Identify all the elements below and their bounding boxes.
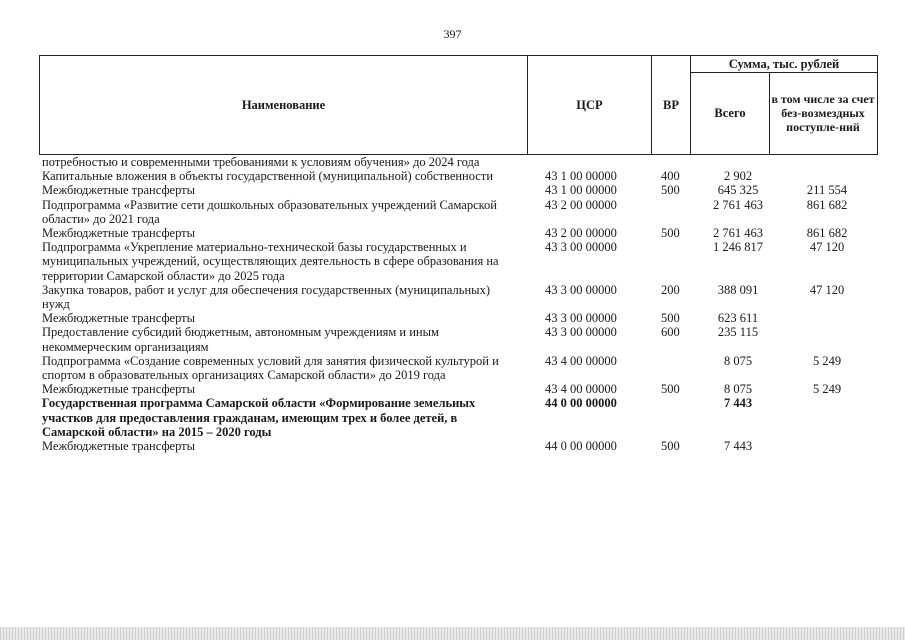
header-sum-total: Всего: [691, 72, 770, 154]
row-total: 7 443: [723, 439, 753, 454]
row-total: 8 075: [723, 382, 753, 397]
row-vr: 500: [661, 311, 680, 326]
row-total: 7 443: [723, 396, 753, 411]
row-free: 5 249: [812, 382, 842, 397]
row-vr: 400: [661, 169, 680, 184]
table-row: [42, 396, 882, 439]
row-name: Капитальные вложения в объекты государственной (муниципальной) собственности: [42, 169, 494, 184]
row-name: Межбюджетные трансферты: [42, 183, 196, 198]
row-name: Подпрограмма «Укрепление материально-технической базы государственных и муниципальных учреждений, осуществляющих деятельность в сфере образования на территории Самарской области» до 2025 года: [42, 240, 499, 283]
row-total: 1 246 817: [713, 240, 763, 255]
header-name: Наименование: [40, 56, 528, 154]
row-name: Предоставление субсидий бюджетным, автономным учреждениям и иным некоммерческим организациям: [42, 325, 439, 354]
table-row: [42, 183, 882, 197]
row-vr: 500: [661, 226, 680, 241]
row-csr: 43 3 00 00000: [545, 282, 617, 297]
row-name: Государственная программа Самарской области «Формирование земельных участков для предоставления гражданам, имеющим трех и более детей, в Самарской области» на 2015 – 2020 годы: [42, 396, 476, 439]
table-row: [42, 354, 882, 382]
row-csr: 44 0 00 00000: [545, 439, 617, 454]
row-name: Межбюджетные трансферты: [42, 311, 196, 326]
table-row: [42, 240, 882, 283]
row-free: 5 249: [812, 353, 842, 368]
row-name: Межбюджетные трансферты: [42, 439, 196, 454]
row-vr: 500: [661, 439, 680, 454]
row-csr: 43 2 00 00000: [545, 226, 617, 241]
table-body: [42, 155, 882, 453]
table-row: [42, 311, 882, 325]
row-name: Подпрограмма «Создание современных условий для занятия физической культурой и спортом в образовательных организациях Самарской области» до 2019 года: [42, 353, 499, 383]
row-csr: 44 0 00 00000: [545, 396, 617, 411]
header-sum-title: Сумма, тыс. рублей: [691, 56, 877, 73]
row-vr: 200: [661, 282, 680, 297]
row-total: 8 075: [723, 353, 753, 368]
row-total: 235 115: [717, 325, 759, 340]
row-total: 2 761 463: [713, 226, 763, 241]
table-header: [39, 55, 878, 155]
row-free: 861 682: [806, 197, 848, 212]
row-csr: 43 1 00 00000: [545, 169, 617, 184]
row-csr: 43 3 00 00000: [545, 325, 617, 340]
table-row: [42, 283, 882, 311]
row-csr: 43 3 00 00000: [545, 240, 617, 255]
row-vr: 500: [661, 183, 680, 198]
table-row: [42, 155, 882, 169]
row-free: 861 682: [806, 226, 848, 241]
row-free: 47 120: [809, 240, 845, 255]
row-csr: 43 1 00 00000: [545, 183, 617, 198]
table-row: [42, 382, 882, 396]
table-row: [42, 325, 882, 353]
row-vr: 600: [661, 325, 680, 340]
header-vr: ВР: [652, 56, 691, 154]
row-name: Межбюджетные трансферты: [42, 226, 196, 241]
row-total: 623 611: [717, 311, 759, 326]
row-name: Закупка товаров, работ и услуг для обеспечения государственных (муниципальных) нужд: [42, 282, 490, 312]
header-csr: ЦСР: [528, 56, 652, 154]
row-name: Межбюджетные трансферты: [42, 382, 196, 397]
scan-edge: [0, 627, 905, 640]
row-csr: 43 4 00 00000: [545, 382, 617, 397]
row-total: 2 761 463: [713, 197, 763, 212]
row-total: 2 902: [723, 169, 753, 184]
row-name: Подпрограмма «Развитие сети дошкольных образовательных учреждений Самарской области» до 2021 года: [42, 197, 497, 226]
row-csr: 43 4 00 00000: [545, 353, 617, 368]
page-number: 397: [443, 27, 462, 41]
header-sum-free: в том числе за счет без-возмездных поступле-ний: [771, 92, 875, 134]
row-vr: 500: [661, 382, 680, 397]
row-csr: 43 3 00 00000: [545, 311, 617, 326]
row-total: 388 091: [717, 282, 759, 297]
row-free: 211 554: [806, 183, 848, 198]
row-csr: 43 2 00 00000: [545, 197, 617, 212]
table-row: [42, 169, 882, 183]
row-name: потребностью и современными требованиями к условиям обучения» до 2024 года: [42, 155, 480, 169]
row-total: 645 325: [717, 183, 759, 198]
row-free: 47 120: [809, 282, 845, 297]
table-row: [42, 198, 882, 226]
header-sum-group: [691, 56, 877, 154]
table-row: [42, 226, 882, 240]
table-row: [42, 439, 882, 453]
